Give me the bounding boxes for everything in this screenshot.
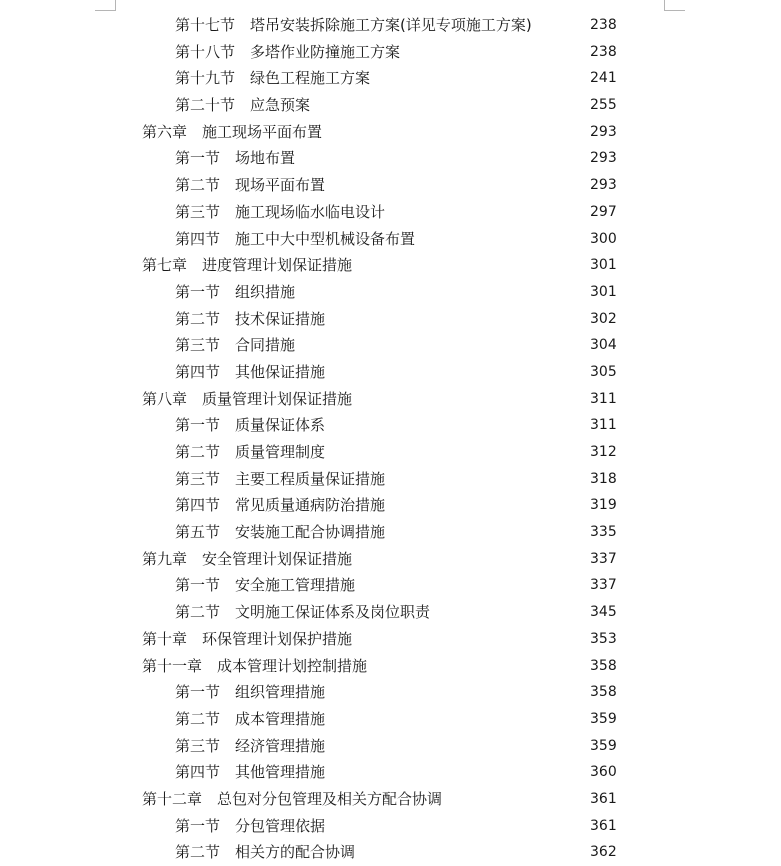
toc-section-entry[interactable] [0, 279, 781, 306]
toc-entry-heading [175, 359, 325, 386]
toc-entry-page-number: 301 [590, 283, 617, 300]
toc-entry-title: 相关方的配合协调 [235, 843, 356, 862]
toc-entry-number: 第一节 [175, 416, 221, 435]
toc-entry-title: 总包对分包管理及相关方配合协调 [217, 789, 443, 808]
toc-section-entry[interactable] [0, 679, 781, 706]
toc-entry-heading [175, 279, 295, 306]
toc-entry-number: 第二节 [175, 443, 221, 461]
toc-entry-title: 分包管理依据 [235, 816, 326, 835]
toc-entry-heading [175, 839, 355, 866]
toc-entry-heading [175, 39, 400, 66]
toc-entry-number: 第一节 [175, 149, 221, 168]
toc-chapter-entry[interactable] [0, 786, 781, 813]
toc-chapter-entry[interactable] [0, 252, 781, 279]
toc-entry-title: 成本管理计划控制措施 [217, 656, 368, 675]
toc-entry-page-number: 361 [590, 817, 617, 834]
toc-entry-heading [175, 706, 325, 733]
toc-entry-heading [175, 172, 325, 199]
toc-entry-page-number: 337 [590, 577, 617, 594]
toc-entry-number: 第二节 [175, 176, 221, 195]
toc-entry-title: 其他保证措施 [235, 362, 326, 381]
toc-entry-page-number: 302 [590, 310, 617, 327]
toc-entry-title: 场地布置 [235, 149, 296, 168]
toc-entry-page-number: 311 [590, 417, 617, 434]
toc-entry-heading [142, 546, 352, 573]
toc-entry-title: 安装施工配合协调措施 [235, 523, 386, 542]
toc-section-entry[interactable] [0, 519, 781, 546]
toc-entry-heading [175, 306, 325, 333]
toc-entry-heading [175, 813, 325, 840]
toc-entry-title: 施工中大中型机械设备布置 [235, 229, 416, 248]
toc-entry-page-number: 319 [590, 497, 617, 514]
toc-entry-title: 施工现场临水临电设计 [235, 202, 386, 221]
toc-entry-number: 第一节 [175, 282, 221, 301]
toc-section-entry[interactable] [0, 813, 781, 840]
toc-entry-heading [175, 733, 325, 760]
toc-entry-number: 第十一章 [142, 656, 203, 675]
toc-entry-heading [175, 412, 325, 439]
toc-section-entry[interactable] [0, 412, 781, 439]
toc-entry-title: 安全施工管理措施 [235, 576, 356, 595]
toc-entry-heading [142, 626, 352, 653]
toc-entry-number: 第四节 [175, 362, 221, 381]
toc-entry-title: 其他管理措施 [235, 763, 326, 782]
toc-section-entry[interactable] [0, 359, 781, 386]
toc-chapter-entry[interactable] [0, 119, 781, 146]
toc-entry-page-number: 311 [590, 390, 617, 407]
toc-section-entry[interactable] [0, 572, 781, 599]
toc-entry-page-number: 358 [590, 684, 617, 701]
toc-chapter-entry[interactable] [0, 653, 781, 680]
toc-section-entry[interactable] [0, 65, 781, 92]
toc-entry-page-number: 318 [590, 470, 617, 487]
toc-entry-heading [175, 466, 385, 493]
toc-entry-heading [175, 679, 325, 706]
toc-section-entry[interactable] [0, 439, 781, 466]
toc-entry-page-number: 358 [590, 657, 617, 674]
toc-entry-number: 第十八节 [175, 42, 236, 61]
toc-entry-title: 技术保证措施 [235, 309, 326, 328]
toc-entry-page-number: 304 [590, 337, 617, 354]
toc-entry-heading [175, 145, 295, 172]
toc-entry-title: 组织措施 [235, 282, 296, 301]
toc-entry-number: 第一节 [175, 816, 221, 835]
toc-entry-title: 质量保证体系 [235, 416, 326, 435]
toc-entry-page-number: 353 [590, 630, 617, 647]
toc-entry-page-number: 335 [590, 524, 617, 541]
toc-section-entry[interactable] [0, 839, 781, 866]
toc-entry-title: 应急预案 [250, 96, 311, 115]
toc-entry-heading [175, 759, 325, 786]
toc-entry-page-number: 293 [590, 150, 617, 167]
toc-entry-page-number: 301 [590, 257, 617, 274]
toc-entry-title: 合同措施 [235, 336, 296, 355]
toc-entry-title: 成本管理措施 [235, 709, 326, 728]
toc-entry-title: 组织管理措施 [235, 683, 326, 702]
toc-entry-number: 第二节 [175, 843, 221, 862]
toc-section-entry[interactable] [0, 706, 781, 733]
toc-section-entry[interactable] [0, 199, 781, 226]
toc-entry-page-number: 297 [590, 203, 617, 220]
toc-section-entry[interactable] [0, 759, 781, 786]
toc-entry-title: 现场平面布置 [235, 176, 326, 195]
toc-entry-heading [142, 252, 352, 279]
toc-section-entry[interactable] [0, 12, 781, 39]
toc-entry-number: 第一节 [175, 683, 221, 702]
toc-entry-page-number: 360 [590, 764, 617, 781]
toc-entry-page-number: 345 [590, 604, 617, 621]
toc-entry-page-number: 305 [590, 363, 617, 380]
toc-section-entry[interactable] [0, 492, 781, 519]
toc-entry-heading [175, 92, 310, 119]
toc-entry-title: 常见质量通病防治措施 [235, 496, 386, 515]
toc-entry-title: 环保管理计划保护措施 [202, 629, 353, 648]
toc-entry-heading [175, 65, 370, 92]
toc-entry-number: 第一节 [175, 576, 221, 595]
toc-entry-page-number: 241 [590, 70, 617, 87]
toc-entry-page-number: 255 [590, 97, 617, 114]
page-corner-mark-right [664, 0, 685, 11]
toc-entry-heading [175, 572, 355, 599]
toc-entry-heading [142, 119, 322, 146]
toc-entry-title: 质量管理计划保证措施 [202, 389, 353, 408]
toc-section-entry[interactable] [0, 306, 781, 333]
toc-entry-page-number: 337 [590, 550, 617, 567]
toc-entry-number: 第四节 [175, 229, 221, 248]
toc-entry-title: 施工现场平面布置 [202, 122, 323, 141]
toc-entry-number: 第十二章 [142, 789, 203, 808]
toc-entry-number: 第十九节 [175, 69, 236, 88]
toc-entry-page-number: 238 [590, 17, 617, 33]
table-of-contents [0, 12, 781, 866]
toc-entry-title: 塔吊安装拆除施工方案(详见专项施工方案) [250, 16, 532, 34]
toc-entry-page-number: 238 [590, 43, 617, 60]
toc-entry-page-number: 361 [590, 790, 617, 807]
toc-entry-number: 第三节 [175, 336, 221, 355]
toc-entry-heading [175, 226, 415, 253]
toc-section-entry[interactable] [0, 466, 781, 493]
toc-entry-number: 第十七节 [175, 16, 236, 34]
toc-entry-number: 第二节 [175, 309, 221, 328]
toc-chapter-entry[interactable] [0, 546, 781, 573]
toc-entry-page-number: 300 [590, 230, 617, 247]
toc-entry-title: 进度管理计划保证措施 [202, 256, 353, 275]
toc-entry-heading [175, 199, 385, 226]
toc-entry-heading [175, 12, 532, 39]
toc-entry-page-number: 293 [590, 123, 617, 140]
toc-entry-page-number: 359 [590, 710, 617, 727]
toc-entry-title: 绿色工程施工方案 [250, 69, 371, 88]
toc-entry-title: 安全管理计划保证措施 [202, 549, 353, 568]
toc-entry-title: 经济管理措施 [235, 736, 326, 755]
toc-entry-title: 文明施工保证体系及岗位职责 [235, 603, 431, 622]
toc-entry-number: 第三节 [175, 736, 221, 755]
toc-entry-number: 第三节 [175, 202, 221, 221]
toc-entry-number: 第七章 [142, 256, 188, 275]
toc-entry-heading [175, 599, 430, 626]
toc-chapter-entry[interactable] [0, 386, 781, 413]
toc-section-entry[interactable] [0, 92, 781, 119]
toc-entry-number: 第四节 [175, 496, 221, 515]
toc-section-entry[interactable] [0, 39, 781, 66]
page-corner-mark-left [95, 0, 116, 11]
toc-entry-heading [142, 386, 352, 413]
toc-entry-title: 主要工程质量保证措施 [235, 469, 386, 488]
toc-entry-title: 多塔作业防撞施工方案 [250, 42, 401, 61]
toc-entry-number: 第八章 [142, 389, 188, 408]
toc-entry-number: 第二节 [175, 603, 221, 622]
toc-entry-heading [175, 519, 385, 546]
toc-entry-page-number: 359 [590, 737, 617, 754]
toc-entry-heading [175, 332, 295, 359]
toc-entry-number: 第二节 [175, 709, 221, 728]
toc-entry-number: 第三节 [175, 469, 221, 488]
toc-entry-heading [175, 439, 325, 466]
toc-section-entry[interactable] [0, 226, 781, 253]
toc-chapter-entry[interactable] [0, 626, 781, 653]
toc-section-entry[interactable] [0, 599, 781, 626]
toc-entry-number: 第九章 [142, 549, 188, 568]
toc-entry-heading [175, 492, 385, 519]
toc-entry-number: 第五节 [175, 523, 221, 542]
toc-entry-number: 第四节 [175, 763, 221, 782]
toc-entry-page-number: 293 [590, 177, 617, 194]
toc-entry-number: 第六章 [142, 122, 188, 141]
toc-section-entry[interactable] [0, 332, 781, 359]
toc-entry-heading [142, 653, 367, 680]
toc-section-entry[interactable] [0, 172, 781, 199]
toc-section-entry[interactable] [0, 733, 781, 760]
toc-entry-title: 质量管理制度 [235, 443, 326, 461]
toc-entry-number: 第二十节 [175, 96, 236, 115]
toc-section-entry[interactable] [0, 145, 781, 172]
toc-entry-page-number: 362 [590, 844, 617, 861]
toc-entry-heading [142, 786, 442, 813]
toc-entry-page-number: 312 [590, 444, 617, 460]
toc-entry-number: 第十章 [142, 629, 188, 648]
